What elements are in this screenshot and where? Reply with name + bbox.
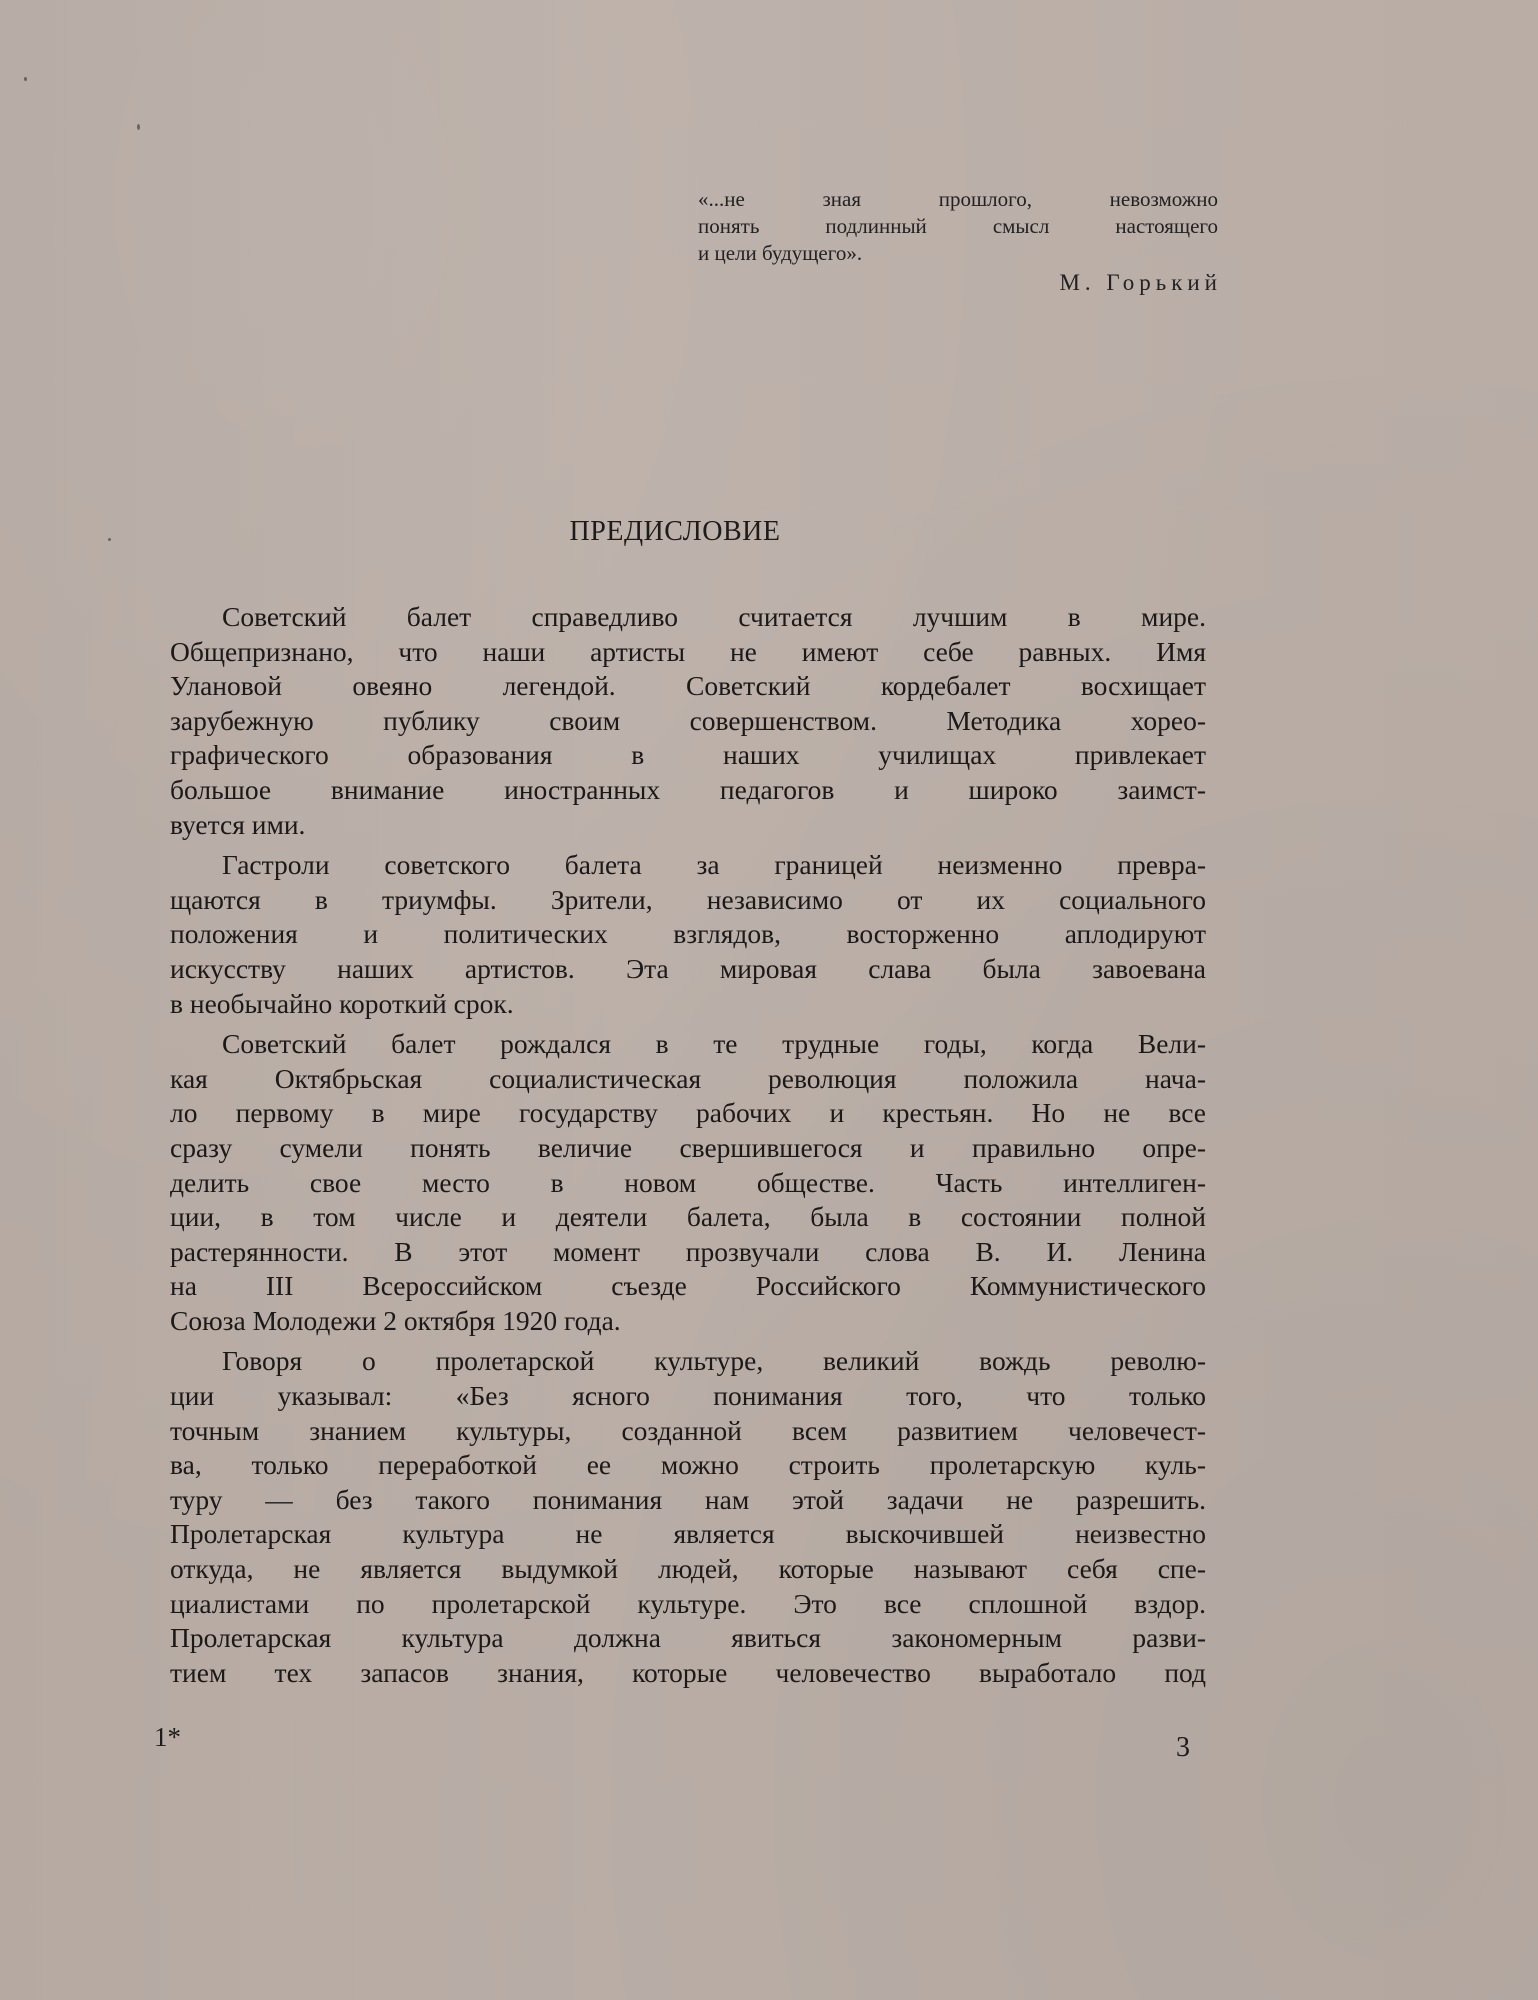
paragraph xyxy=(170,848,1206,1021)
text-line: тием тех запасов знания, которые человечество выработало под xyxy=(170,1656,1206,1688)
text-line: вуется ими. xyxy=(170,808,306,840)
chapter-title: ПРЕДИСЛОВИЕ xyxy=(569,516,781,547)
paper-speck xyxy=(24,77,27,81)
epigraph-author: М. Горький xyxy=(1059,270,1222,295)
text-line: Гастроли советского балета за границей неизменно превра- xyxy=(222,849,1206,881)
text-line: Говоря о пролетарской культуре, великий вождь револю- xyxy=(222,1345,1206,1377)
paragraph xyxy=(170,1027,1206,1338)
text-line: Пролетарская культура должна явиться закономерным разви- xyxy=(170,1622,1206,1654)
paragraph xyxy=(170,600,1206,842)
text-line: ции, в том числе и деятели балета, была в состоянии полной xyxy=(170,1201,1206,1233)
text-line: сразу сумели понять величие свершившегося и правильно опре- xyxy=(170,1131,1206,1163)
text-line: в необычайно короткий срок. xyxy=(170,987,514,1019)
text-line: Общепризнано, что наши артисты не имеют себе равных. Имя xyxy=(170,635,1206,667)
epigraph-line: и цели будущего». xyxy=(698,241,863,265)
text-line: растерянности. В этот момент прозвучали слова В. И. Ленина xyxy=(170,1235,1206,1267)
text-line: большое внимание иностранных педагогов и широко заимст- xyxy=(170,773,1206,805)
epigraph-line: «...не зная прошлого, невозможно xyxy=(698,187,1218,211)
text-line: Пролетарская культура не является выскочившей неизвестно xyxy=(170,1518,1206,1550)
text-line: ло первому в мире государству рабочих и крестьян. Но не все xyxy=(170,1097,1206,1129)
text-line: Советский балет рождался в те трудные годы, когда Вели- xyxy=(222,1028,1206,1060)
epigraph xyxy=(698,186,1222,296)
text-line: туру — без такого понимания нам этой задачи не разрешить. xyxy=(170,1483,1206,1515)
text-line: циалистами по пролетарской культуре. Это все сплошной вздор. xyxy=(170,1587,1206,1619)
epigraph-line: понять подлинный смысл настоящего xyxy=(698,214,1218,238)
paper-speck xyxy=(137,124,140,130)
text-line: откуда, не является выдумкой людей, которые называют себя спе- xyxy=(170,1553,1206,1585)
text-line: графического образования в наших училищах привлекает xyxy=(170,739,1206,771)
text-line: ва, только переработкой ее можно строить пролетарскую куль- xyxy=(170,1449,1206,1481)
page-number: 3 xyxy=(1176,1732,1190,1763)
text-line: на III Всероссийском съезде Российского Коммунистического xyxy=(170,1270,1206,1302)
text-line: Союза Молодежи 2 октября 1920 года. xyxy=(170,1304,621,1336)
text-line: зарубежную публику своим совершенством. Методика хорео- xyxy=(170,704,1206,736)
text-line: щаются в триумфы. Зрители, независимо от их социального xyxy=(170,883,1206,915)
text-line: точным знанием культуры, созданной всем развитием человечест- xyxy=(170,1414,1206,1446)
text-line: искусству наших артистов. Эта мировая слава была завоевана xyxy=(170,952,1206,984)
text-line: ции указывал: «Без ясного понимания того, что только xyxy=(170,1380,1206,1412)
text-line: Советский балет справедливо считается лучшим в мире. xyxy=(222,601,1206,632)
paper-speck xyxy=(108,538,111,541)
body-text xyxy=(170,600,1206,1696)
text-line: делить свое место в новом обществе. Часть интеллиген- xyxy=(170,1166,1206,1198)
paragraph xyxy=(170,1344,1206,1690)
text-line: кая Октябрьская социалистическая революция положила нача- xyxy=(170,1062,1206,1094)
text-line: положения и политических взглядов, восторженно аплодируют xyxy=(170,918,1206,950)
text-line: Улановой овеяно легендой. Советский кордебалет восхищает xyxy=(170,670,1206,702)
signature-mark: 1* xyxy=(154,1722,181,1752)
